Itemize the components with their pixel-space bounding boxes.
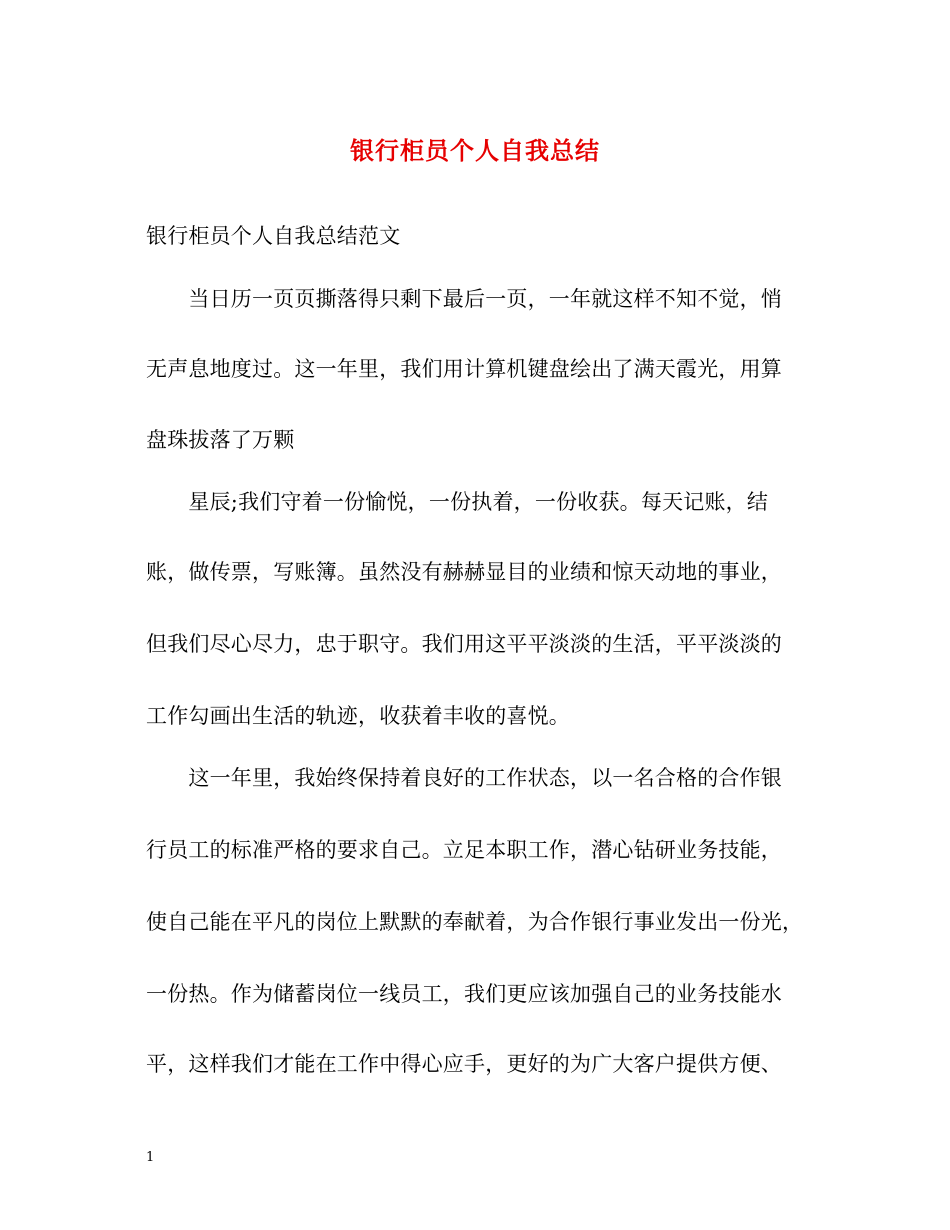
body-line: 使自己能在平凡的岗位上默默的奉献着，为合作银行事业发出一份光，	[146, 910, 804, 934]
body-line: 一份热。作为储蓄岗位一线员工，我们更应该加强自己的业务技能水	[146, 982, 782, 1006]
body-line: 行员工的标准严格的要求自己。立足本职工作，潜心钻研业务技能，	[146, 838, 782, 862]
body-line: 平，这样我们才能在工作中得心应手，更好的为广大客户提供方便、	[146, 1052, 782, 1076]
body-line: 当日历一页页撕落得只剩下最后一页，一年就这样不知不觉，悄	[146, 287, 782, 311]
body-line: 工作勾画出生活的轨迹，收获着丰收的喜悦。	[146, 704, 570, 728]
body-line: 星辰;我们守着一份愉悦，一份执着，一份收获。每天记账，结	[146, 490, 769, 514]
body-line: 但我们尽心尽力，忠于职守。我们用这平平淡淡的生活，平平淡淡的	[146, 632, 782, 656]
body-line: 无声息地度过。这一年里，我们用计算机键盘绘出了满天霞光，用算	[146, 357, 782, 381]
page-number: 1	[146, 1150, 155, 1165]
body-line: 账，做传票，写账簿。虽然没有赫赫显目的业绩和惊天动地的事业，	[146, 560, 782, 584]
body-line: 这一年里，我始终保持着良好的工作状态，以一名合格的合作银	[146, 766, 782, 790]
subtitle-line: 银行柜员个人自我总结范文	[146, 224, 401, 248]
body-line: 盘珠拔落了万颗	[146, 428, 295, 452]
document-title: 银行柜员个人自我总结	[350, 136, 600, 165]
